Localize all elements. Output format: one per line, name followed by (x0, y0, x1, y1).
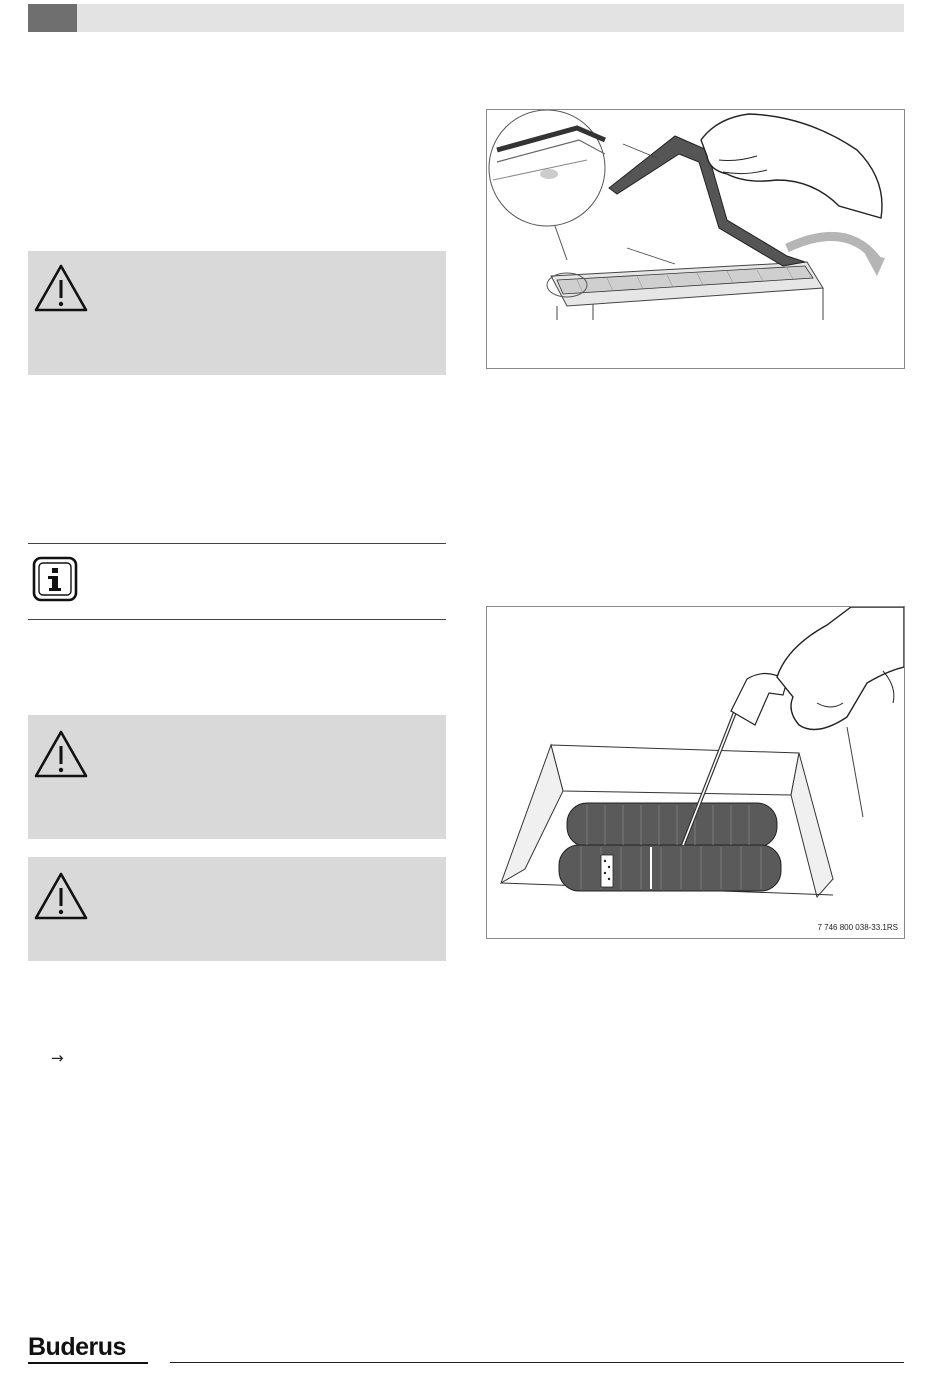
footer-rule (170, 1362, 904, 1363)
warning-box-3 (28, 857, 446, 961)
header-bar (28, 4, 904, 32)
info-top-rule (28, 543, 446, 544)
figure-2-code: 7 746 800 038-33.1RS (817, 923, 898, 932)
info-icon (32, 556, 78, 602)
warning-triangle-icon (33, 263, 89, 313)
figure-1-illustration (487, 110, 904, 368)
warning-box-1 (28, 251, 446, 375)
warning-triangle-icon (33, 871, 89, 921)
figure-2-illustration (487, 607, 904, 938)
warning-box-2 (28, 715, 446, 839)
figure-1-gasket-removal (486, 109, 905, 369)
header-chapter-tab (28, 4, 77, 32)
brand-logo: Buderus (28, 1333, 126, 1361)
warning-triangle-icon (33, 729, 89, 779)
figure-2-cleaning (486, 606, 905, 939)
arrow-icon: → (51, 1049, 64, 1067)
info-bottom-rule (28, 619, 446, 620)
